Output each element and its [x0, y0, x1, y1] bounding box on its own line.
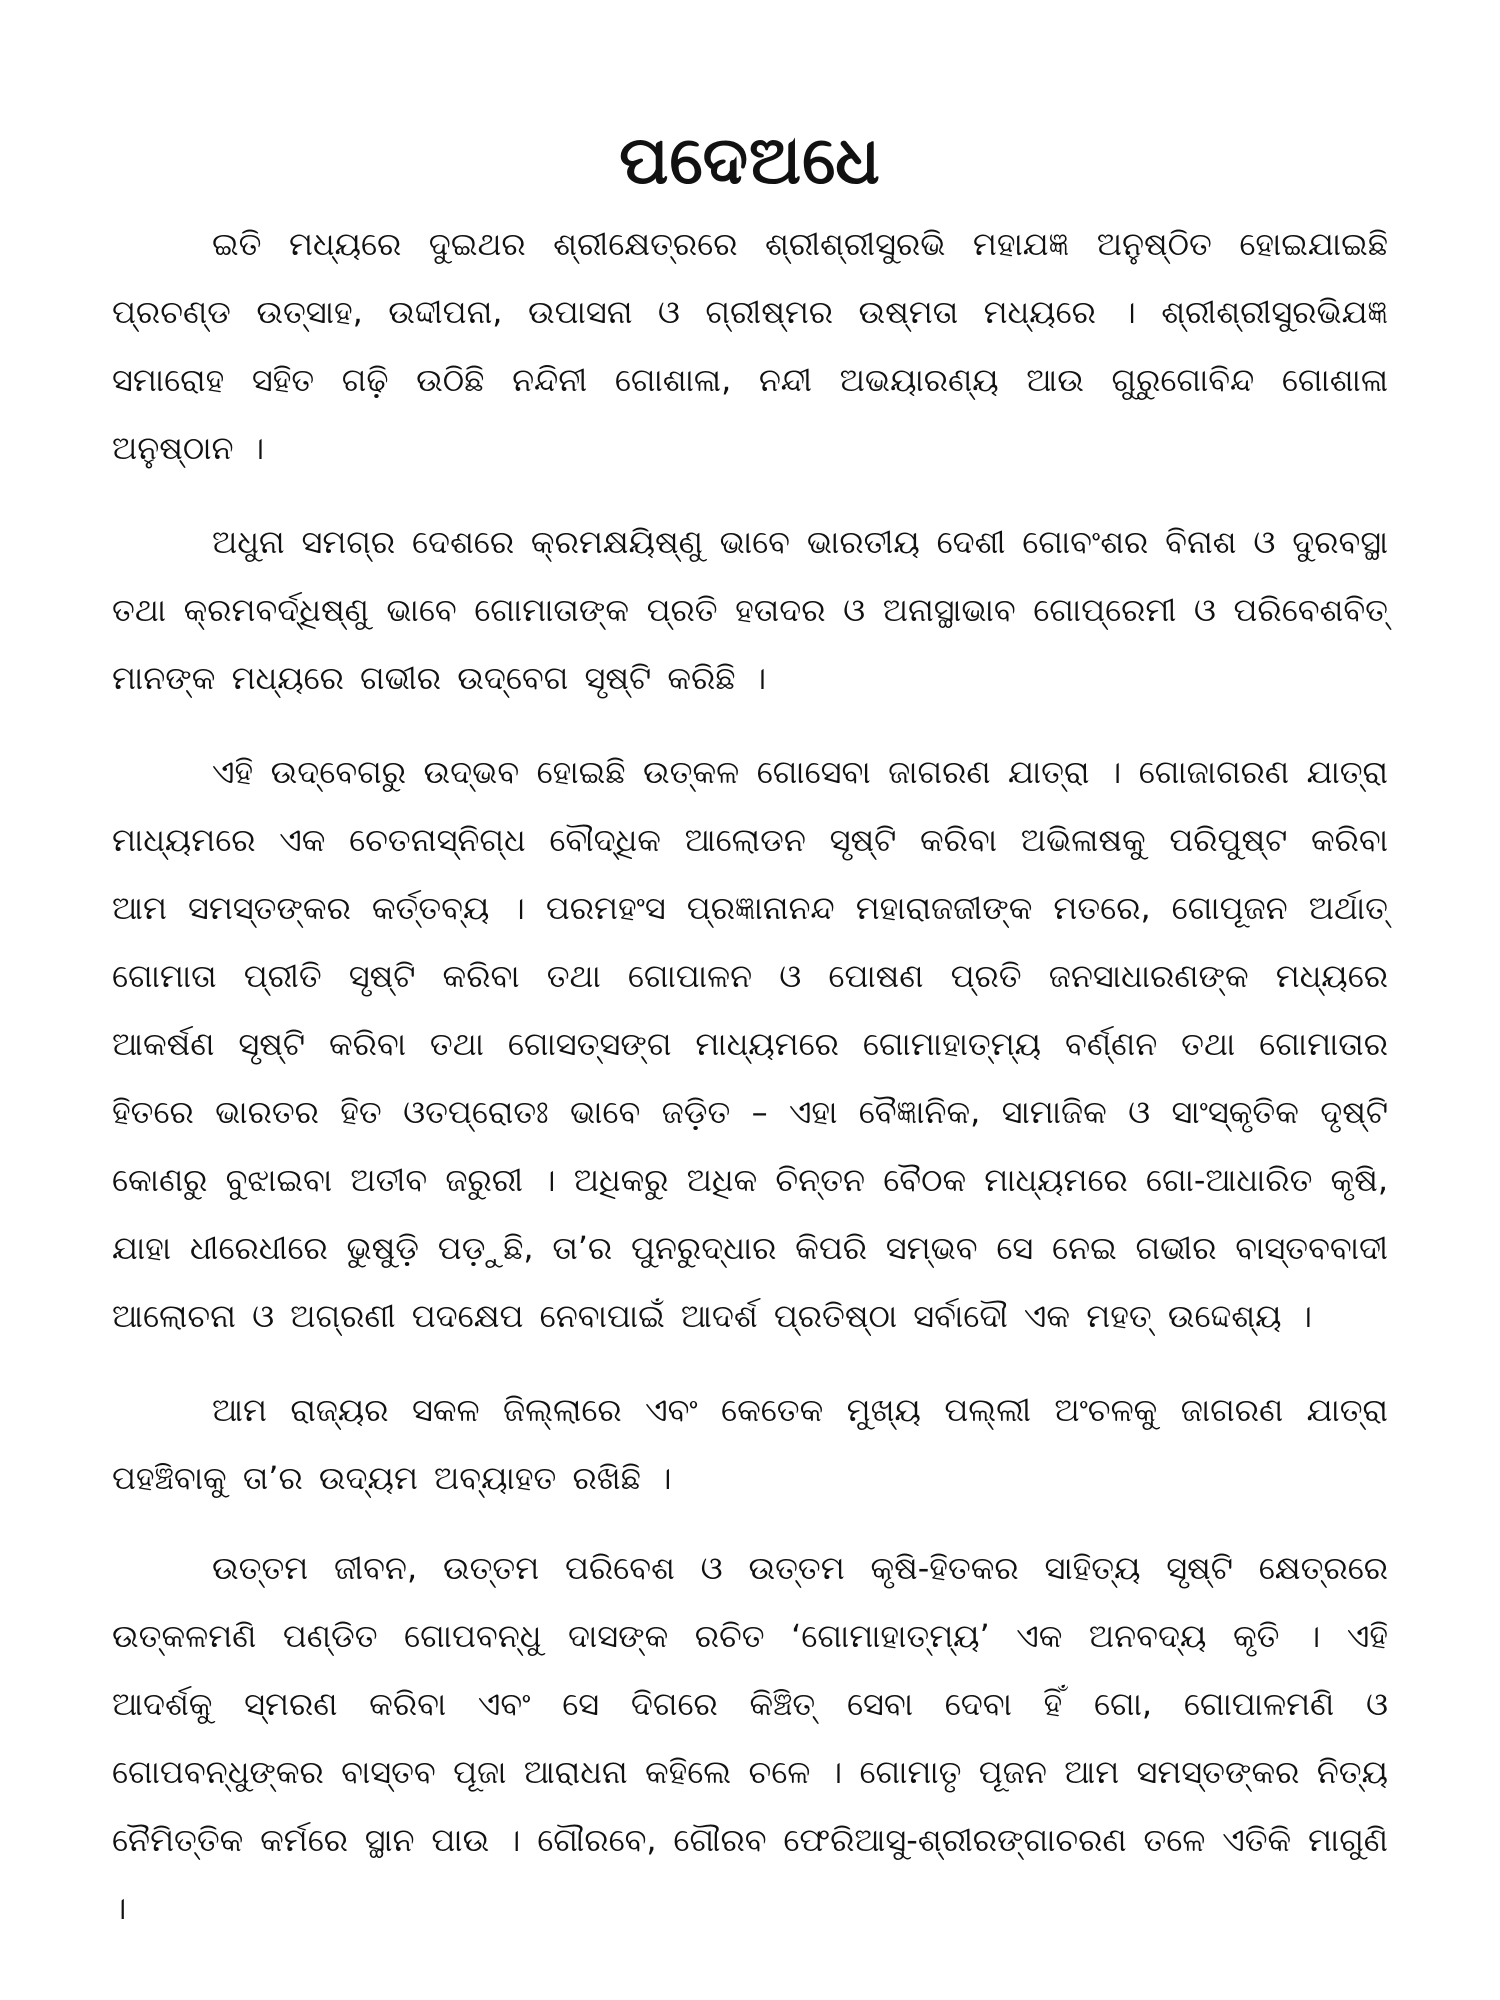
paragraph-4: ଆମ ରାଜ୍ୟର ସକଳ ଜିଲ୍ଲାରେ ଏବଂ କେତେକ ମୁଖ୍ୟ ପଲ୍ଲୀ ଅଂଚଳକୁ ଜାଗରଣ ଯାତ୍ରା ପହଞ୍ଚିବାକୁ ତା’ର ଉଦ୍ୟମ ଅବ୍ୟାହତ ରଖିଛି ।	[112, 1390, 1388, 1497]
page-title: ପଦେଅଧେ	[619, 122, 881, 199]
paragraph-3: ଏହି ଉଦ୍‌ବେଗରୁ ଉଦ୍ଭବ ହୋଇଛି ଉତ୍କଳ ଗୋସେବା ଜାଗରଣ ଯାତ୍ରା । ଗୋଜାଗରଣ ଯାତ୍ରା ମାଧ୍ୟମରେ ଏକ ଚେତନାସ୍ନିଗ୍ଧ ବୌଦ୍ଧିକ ଆଲୋଡନ ସୃଷ୍ଟି କରିବା ଅଭିଳାଷକୁ ପରିପୁଷ୍ଟ କରିବା ଆମ ସମସ୍ତଙ୍କର କର୍ତ୍ତବ୍ୟ । ପରମହଂସ ପ୍ରଜ୍ଞାନାନନ୍ଦ ମହାରାଜଜୀଙ୍କ ମତରେ, ଗୋପୂଜନ ଅର୍ଥାତ୍ ଗୋମାତା ପ୍ରୀତି ସୃଷ୍ଟି କରିବା ତଥା ଗୋପାଳନ ଓ ପୋଷଣ ପ୍ରତି ଜନସାଧାରଣଙ୍କ ମଧ୍ୟରେ ଆକର୍ଷଣ ସୃଷ୍ଟି କରିବା ତଥା ଗୋସତ୍‌ସଙ୍ଗ ମାଧ୍ୟମରେ ଗୋମାହାତ୍ମ୍ୟ ବର୍ଣ୍ଣନ ତଥା ଗୋମାତାର ହିତରେ ଭାରତର ହିତ ଓତପ୍ରୋତଃ ଭାବେ ଜଡ଼ିତ – ଏହା ବୈଜ୍ଞାନିକ, ସାମାଜିକ ଓ ସାଂସ୍କୃତିକ ଦୃଷ୍ଟି କୋଣରୁ ବୁଝାଇବା ଅତୀବ ଜରୁରୀ । ଅଧିକରୁ ଅଧିକ ଚିନ୍ତନ ବୈଠକ ମାଧ୍ୟମରେ ଗୋ-ଆଧାରିତ କୃଷି, ଯାହା ଧୀରେଧୀରେ ଭୁଷୁଡ଼ି ପଡ଼ୁଛି, ତା’ର ପୁନରୁଦ୍ଧାର କିପରି ସମ୍ଭବ ସେ ନେଇ ଗଭୀର ବାସ୍ତବବାଦୀ ଆଲୋଚନା ଓ ଅଗ୍ରଣୀ ପଦକ୍ଷେପ ନେବାପାଇଁ ଆଦର୍ଶ ପ୍ରତିଷ୍ଠା ସର୍ବାଦୌ ଏକ ମହତ୍ ଉଦ୍ଦେଶ୍ୟ ।	[112, 752, 1389, 1335]
paragraph-1: ଇତି ମଧ୍ୟରେ ଦୁଇଥର ଶ୍ରୀକ୍ଷେତ୍ରରେ ଶ୍ରୀଶ୍ରୀସୁରଭି ମହାଯଜ୍ଞ ଅନୁଷ୍ଠିତ ହୋଇଯାଇଛି ପ୍ରଚଣ୍ଡ ଉତ୍ସାହ, ଉଦ୍ଦୀପନା, ଉପାସନା ଓ ଗ୍ରୀଷ୍ମର ଉଷ୍ମତା ମଧ୍ୟରେ । ଶ୍ରୀଶ୍ରୀସୁରଭିଯଜ୍ଞ ସମାରୋହ ସହିତ ଗଢ଼ି ଉଠିଛି ନନ୍ଦିନୀ ଗୋଶାଳା, ନନ୍ଦୀ ଅଭୟାରଣ୍ୟ ଆଉ ଗୁରୁଗୋବିନ୍ଦ ଗୋଶାଳା ଅନୁଷ୍ଠାନ ।	[112, 224, 1388, 467]
paragraph-5: ଉତ୍ତମ ଜୀବନ, ଉତ୍ତମ ପରିବେଶ ଓ ଉତ୍ତମ କୃଷି-ହିତକର ସାହିତ୍ୟ ସୃଷ୍ଟି କ୍ଷେତ୍ରରେ ଉତ୍କଳମଣି ପଣ୍ଡିତ ଗୋପବନ୍ଧୁ ଦାସଙ୍କ ରଚିତ ‘ଗୋମାହାତ୍ମ୍ୟ’ ଏକ ଅନବଦ୍ୟ କୃତି । ଏହି ଆଦର୍ଶକୁ ସ୍ମରଣ କରିବା ଏବଂ ସେ ଦିଗରେ କିଞ୍ଚିତ୍ ସେବା ଦେବା ହିଁ ଗୋ, ଗୋପାଳମଣି ଓ ଗୋପବନ୍ଧୁଙ୍କର ବାସ୍ତବ ପୂଜା ଆରାଧନା କହିଲେ ଚଳେ । ଗୋମାତୃ ପୂଜନ ଆମ ସମସ୍ତଙ୍କର ନିତ୍ୟ ନୈମିତ୍ତିକ କର୍ମରେ ସ୍ଥାନ ପାଉ । ଗୌରବେ, ଗୌରବ ଫେରିଆସୁ-ଶ୍ରୀରଙ୍ଗାଚରଣ ତଳେ ଏତିକି ମାଗୁଣି ।	[112, 1548, 1388, 1927]
paragraph-2: ଅଧୁନା ସମଗ୍ର ଦେଶରେ କ୍ରମକ୍ଷୟିଷ୍ଣୁ ଭାବେ ଭାରତୀୟ ଦେଶୀ ଗୋବଂଶର ବିନାଶ ଓ ଦୁରବସ୍ଥା ତଥା କ୍ରମବର୍ଦ୍ଧିଷ୍ଣୁ ଭାବେ ଗୋମାତାଙ୍କ ପ୍ରତି ହତାଦର ଓ ଅନାସ୍ଥାଭାବ ଗୋପ୍ରେମୀ ଓ ପରିବେଶବିତ୍ ମାନଙ୍କ ମଧ୍ୟରେ ଗଭୀର ଉଦ୍‌ବେଗ ସୃଷ୍ଟି କରିଛି ।	[112, 522, 1388, 697]
